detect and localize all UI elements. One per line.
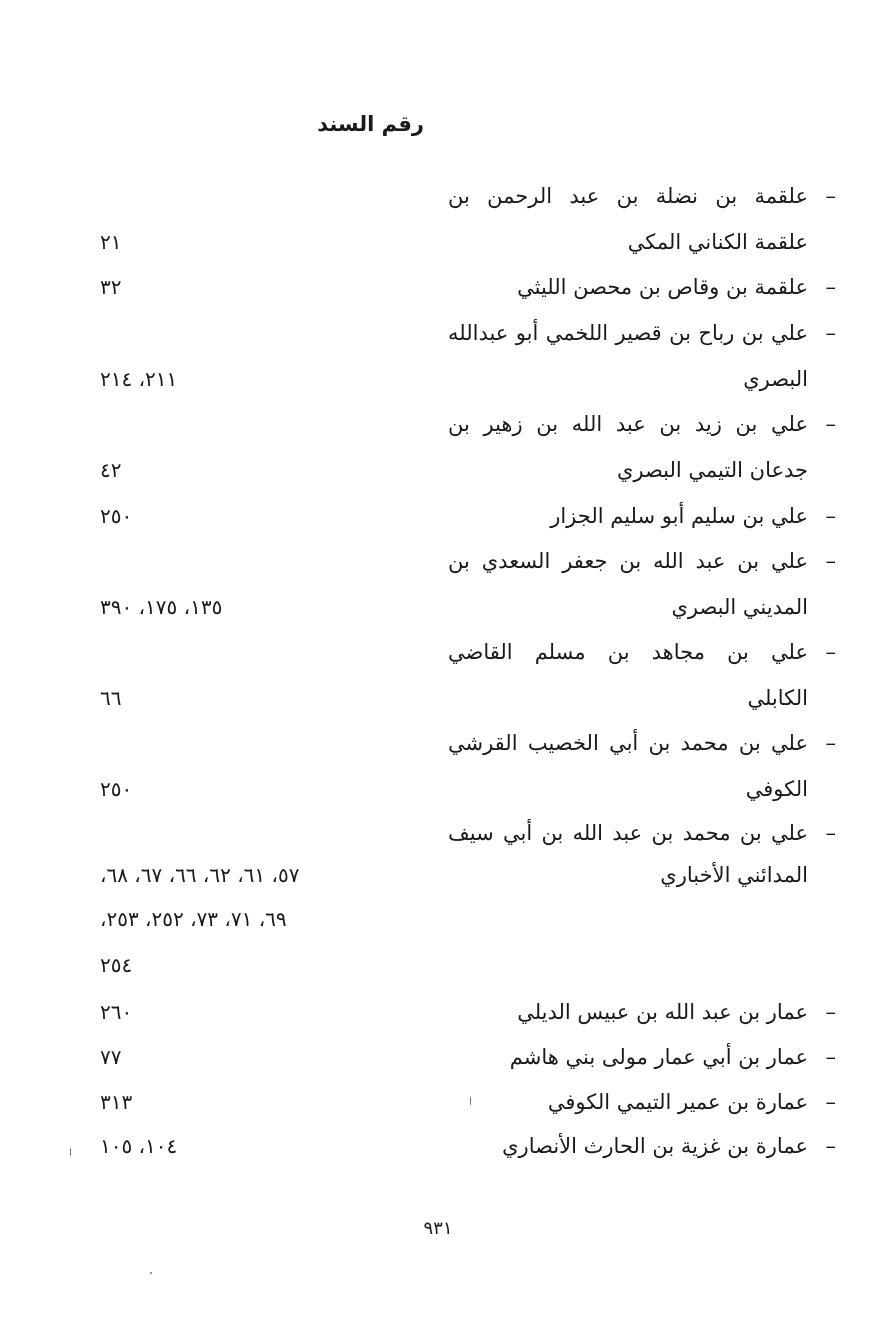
entry-dash: – [825,1045,836,1069]
entry-reference-numbers-cont: ٢٥٤ [100,953,133,977]
entry-reference-numbers: ٥٧، ٦١، ٦٢، ٦٦، ٦٧، ٦٨، [100,863,300,887]
entry-name-line2: جدعان التيمي البصري [616,458,808,482]
entry-name-line1: عمارة بن غزية بن الحارث الأنصاري [502,1134,808,1158]
entry-name-line2: علقمة الكناني المكي [627,230,808,254]
entry-dash: – [825,321,836,345]
entry-reference-numbers-cont: ٦٩، ٧١، ٧٣، ٢٥٢، ٢٥٣، [100,907,287,931]
entry-name-line2: المديني البصري [671,595,808,619]
entry-reference-numbers: ٢١ [100,230,122,254]
entry-reference-numbers: ١٠٤، ١٠٥ [100,1134,178,1158]
entry-dash: – [825,1134,836,1158]
entry-reference-numbers: ٢١١، ٢١٤ [100,367,178,391]
entry-dash: – [825,1090,836,1114]
entry-name-line1: علي بن محمد بن عبد الله بن أبي سيف [448,821,808,845]
entry-dash: – [825,1000,836,1024]
entry-name-line1: عمارة بن عمير التيمي الكوفي [547,1090,808,1114]
entry-reference-numbers: ٣١٣ [100,1090,133,1114]
entry-dash: – [825,640,836,664]
entry-reference-numbers: ٢٥٠ [100,504,133,528]
entry-dash: – [825,504,836,528]
entry-dash: – [825,731,836,755]
entry-reference-numbers: ٣٢ [100,275,122,299]
entry-dash: – [825,412,836,436]
entry-reference-numbers: ٢٦٠ [100,1000,133,1024]
entry-name-line2: الكوفي [745,777,808,801]
entry-dash: – [825,184,836,208]
entry-name-line2: المدائني الأخباري [660,863,808,887]
scan-speck [70,1148,71,1156]
entry-reference-numbers: ١٣٥، ١٧٥، ٣٩٠ [100,595,223,619]
entry-reference-numbers: ٢٥٠ [100,777,133,801]
entry-reference-numbers: ٦٦ [100,686,122,710]
entry-name-line1: عمار بن أبي عمار مولى بني هاشم [509,1045,808,1069]
entry-name-line2: البصري [743,367,808,391]
entry-reference-numbers: ٤٢ [100,458,122,482]
entry-name-line2: الكابلي [747,686,808,710]
entry-dash: – [825,549,836,573]
column-header-sanad-number: رقم السند [317,112,424,136]
entry-name-line1: علي بن مجاهد بن مسلم القاضي [448,640,808,664]
entry-name-line1: علقمة بن وقاص بن محصن الليثي [517,275,808,299]
entry-name-line1: علي بن عبد الله بن جعفر السعدي بن [448,549,808,573]
entry-reference-numbers: ٧٧ [100,1045,122,1069]
entry-name-line1: علي بن سليم أبو سليم الجزار [550,504,808,528]
entry-dash: – [825,821,836,845]
entry-name-line1: عمار بن عبد الله بن عبيس الديلي [517,1000,808,1024]
scan-speck [150,1272,152,1274]
scan-speck [470,1097,471,1105]
entry-name-line1: علي بن محمد بن أبي الخصيب القرشي [448,731,808,755]
page-number: ٩٣١ [423,1218,453,1239]
entry-name-line1: علقمة بن نضلة بن عبد الرحمن بن [448,184,808,208]
entry-name-line1: علي بن زيد بن عبد الله بن زهير بن [448,412,808,436]
entry-name-line1: علي بن رباح بن قصير اللخمي أبو عبدالله [448,321,808,345]
entry-dash: – [825,275,836,299]
